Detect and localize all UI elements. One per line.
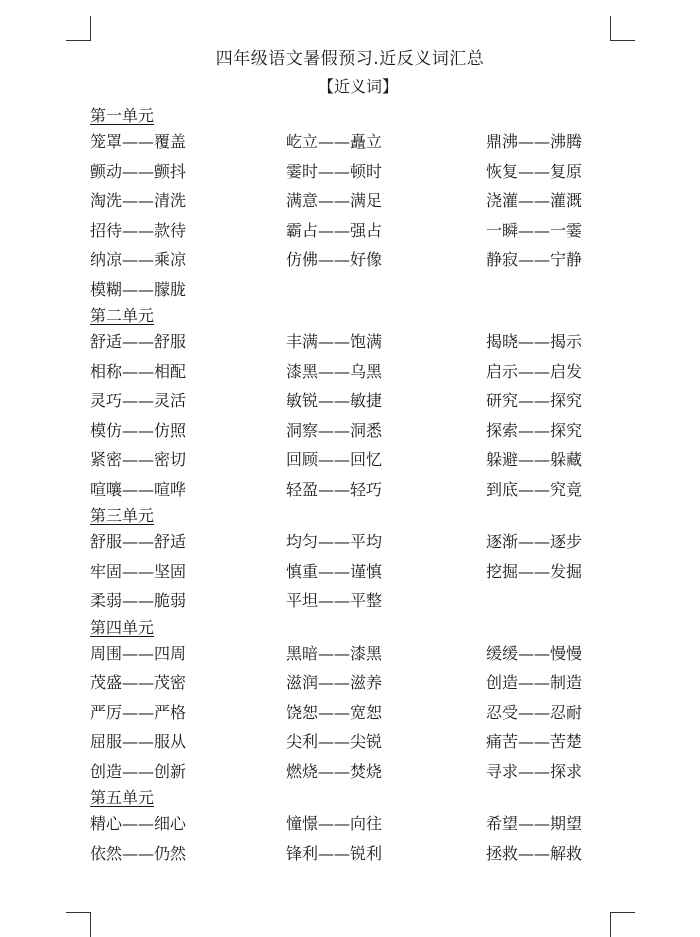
synonym-pair: 锋利——锐利	[286, 843, 383, 863]
synonym-pair: 舒适——舒服	[90, 332, 187, 351]
synonym-pair: 霸占——强占	[286, 220, 383, 240]
synonym-pair: 洞察——洞悉	[286, 420, 383, 440]
synonym-row	[90, 557, 630, 587]
synonym-row	[90, 216, 630, 246]
synonym-pair: 鼎沸——沸腾	[486, 132, 583, 151]
unit-heading: 第二单元	[90, 306, 155, 325]
unit-heading: 第三单元	[90, 506, 155, 525]
synonym-row	[90, 809, 630, 839]
crop-mark-bottom-right	[610, 912, 635, 937]
synonym-pair: 牢固——坚固	[90, 561, 187, 581]
synonym-pair: 一瞬——一霎	[486, 220, 583, 240]
synonym-row	[90, 275, 630, 305]
synonym-pair: 轻盈——轻巧	[286, 479, 383, 499]
synonym-pair: 缓缓——慢慢	[486, 643, 583, 663]
synonym-pair: 屹立——矗立	[286, 132, 383, 151]
synonym-pair: 揭晓——揭示	[486, 332, 583, 351]
synonym-row	[90, 245, 630, 275]
synonym-pair: 相称——相配	[90, 361, 187, 381]
synonym-pair: 平坦——平整	[286, 591, 383, 610]
synonym-pair: 痛苦——苦楚	[486, 732, 583, 751]
synonym-pair: 慎重——谨慎	[286, 561, 383, 581]
synonym-row	[90, 475, 630, 505]
synonym-pair: 静寂——宁静	[486, 250, 583, 269]
synonym-pair: 颤动——颤抖	[90, 161, 187, 181]
synonym-pair: 柔弱——脆弱	[90, 591, 187, 610]
synonym-pair: 严厉——严格	[90, 702, 187, 722]
synonym-row	[90, 416, 630, 446]
synonym-pair: 笼罩——覆盖	[90, 132, 187, 151]
synonym-pair: 黑暗——漆黑	[286, 643, 383, 663]
synonym-pair: 敏锐——敏捷	[286, 391, 383, 410]
synonym-pair: 尖利——尖锐	[286, 732, 383, 751]
crop-mark-bottom-left	[66, 912, 91, 937]
crop-mark-top-left	[66, 16, 91, 41]
synonym-row	[90, 639, 630, 669]
unit-section	[90, 616, 630, 787]
synonym-pair: 喧嚷——喧哗	[90, 479, 187, 499]
synonym-row	[90, 727, 630, 757]
synonym-pair: 模仿——仿照	[90, 420, 187, 440]
crop-mark-top-right	[610, 16, 635, 41]
synonym-pair: 漆黑——乌黑	[286, 361, 383, 381]
synonym-pair: 寻求——探求	[486, 761, 583, 781]
unit-section	[90, 504, 630, 616]
synonym-row	[90, 445, 630, 475]
synonym-row	[90, 839, 630, 869]
synonym-pair: 燃烧——焚烧	[286, 761, 383, 781]
synonym-pair: 忍受——忍耐	[486, 702, 583, 722]
synonym-pair: 满意——满足	[286, 191, 383, 210]
synonym-row	[90, 357, 630, 387]
synonym-list	[90, 104, 630, 868]
synonym-pair: 创造——制造	[486, 673, 583, 692]
synonym-pair: 霎时——顿时	[286, 161, 383, 181]
synonym-pair: 逐渐——逐步	[486, 532, 583, 551]
unit-section	[90, 104, 630, 304]
synonym-pair: 茂盛——茂密	[90, 673, 187, 692]
synonym-pair: 滋润——滋养	[286, 673, 383, 692]
synonym-pair: 舒服——舒适	[90, 532, 187, 551]
synonym-pair: 恢复——复原	[486, 161, 583, 181]
unit-heading: 第四单元	[90, 617, 155, 637]
synonym-pair: 饶恕——宽恕	[286, 702, 383, 722]
synonym-pair: 模糊——朦胧	[90, 279, 187, 299]
synonym-pair: 憧憬——向往	[286, 814, 383, 833]
synonym-row	[90, 527, 630, 557]
synonym-pair: 拯救——解救	[486, 843, 583, 863]
synonym-pair: 回顾——回忆	[286, 450, 383, 469]
synonym-pair: 纳凉——乘凉	[90, 250, 187, 269]
synonym-pair: 均匀——平均	[286, 532, 383, 551]
synonym-row	[90, 157, 630, 187]
synonym-pair: 挖掘——发掘	[486, 561, 583, 581]
document-title: 四年级语文暑假预习.近反义词汇总	[215, 49, 485, 69]
synonym-pair: 依然——仍然	[90, 843, 187, 863]
synonym-pair: 招待——款待	[90, 220, 187, 240]
synonym-pair: 到底——究竟	[486, 479, 583, 499]
synonym-pair: 灵巧——灵活	[90, 391, 187, 410]
synonym-pair: 仿佛——好像	[286, 250, 383, 269]
section-subtitle: 【近义词】	[317, 77, 398, 96]
synonym-row	[90, 127, 630, 157]
synonym-pair: 希望——期望	[486, 814, 583, 833]
synonym-row	[90, 668, 630, 698]
unit-heading: 第五单元	[90, 788, 155, 807]
synonym-row	[90, 757, 630, 787]
synonym-pair: 启示——启发	[486, 361, 583, 381]
synonym-row	[90, 698, 630, 728]
synonym-pair: 创造——创新	[90, 761, 187, 781]
synonym-row	[90, 327, 630, 357]
synonym-pair: 紧密——密切	[90, 450, 187, 469]
synonym-pair: 淘洗——清洗	[90, 191, 187, 210]
synonym-pair: 浇灌——灌溉	[486, 191, 583, 210]
unit-heading: 第一单元	[90, 106, 155, 125]
synonym-row	[90, 186, 630, 216]
synonym-pair: 丰满——饱满	[286, 332, 383, 351]
synonym-pair: 精心——细心	[90, 814, 187, 833]
synonym-row	[90, 586, 630, 616]
synonym-pair: 周围——四周	[90, 643, 187, 663]
synonym-pair: 躲避——躲藏	[486, 450, 583, 469]
synonym-row	[90, 386, 630, 416]
synonym-pair: 探索——探究	[486, 420, 583, 440]
unit-section	[90, 304, 630, 504]
unit-section	[90, 786, 630, 868]
synonym-pair: 研究——探究	[486, 391, 583, 410]
synonym-pair: 屈服——服从	[90, 732, 187, 751]
